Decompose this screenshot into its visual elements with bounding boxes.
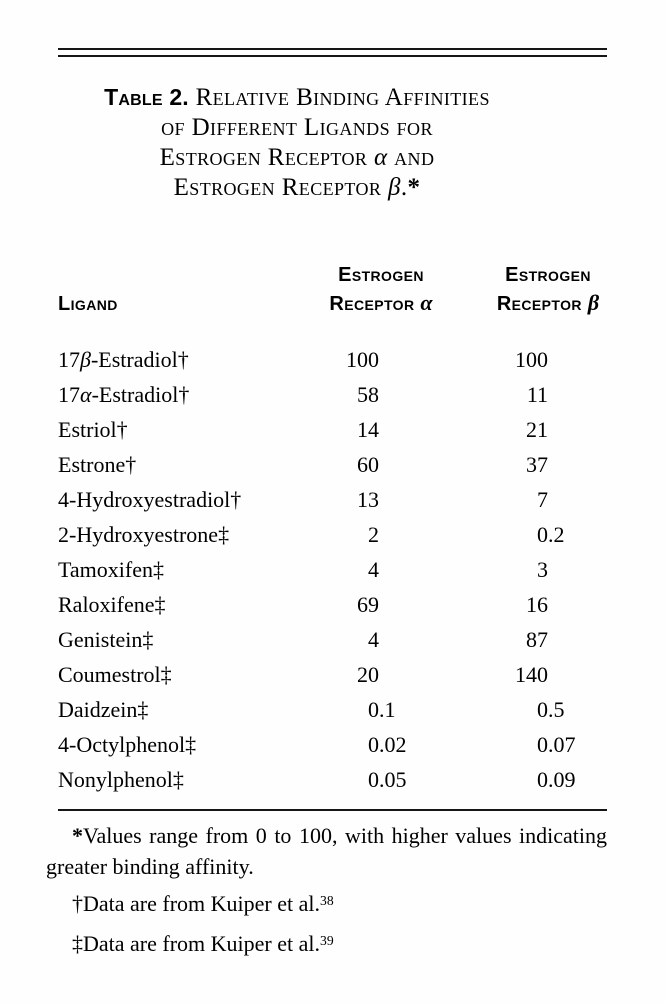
column-tail-space [598, 552, 607, 587]
table-row [58, 342, 607, 377]
footnote-marker-dagger: † [72, 891, 83, 916]
greek-alpha: α [373, 144, 388, 171]
column-gap [431, 517, 458, 552]
header-er-alpha-line-1: Estrogen [338, 264, 424, 286]
footnote-marker-double-dagger: ‡ [72, 931, 83, 956]
column-gap [431, 447, 458, 482]
ligand-name: 17α-Estradiol† [58, 382, 190, 407]
ligand-name: 17β-Estradiol† [58, 347, 189, 372]
footnote-dagger [46, 888, 607, 922]
er-beta-value: 37 [526, 452, 548, 477]
ligand-name: 4-Octylphenol‡ [58, 732, 197, 757]
ligand-name: Estrone† [58, 452, 137, 477]
column-gap [431, 552, 458, 587]
header-er-alpha-line-2: Receptor α [329, 290, 433, 315]
er-alpha-value: 0 .02 [368, 732, 407, 757]
table-row [58, 762, 607, 797]
column-tail-space [598, 692, 607, 727]
table-row [58, 552, 607, 587]
er-beta-value: 21 [526, 417, 548, 442]
table-title [58, 82, 536, 203]
er-beta-value: 0 .2 [537, 522, 565, 547]
er-beta-value: 0 .07 [537, 732, 576, 757]
column-gap [431, 692, 458, 727]
greek-letter: β [80, 347, 91, 372]
ligand-name: Estriol† [58, 417, 128, 442]
column-tail-space [598, 587, 607, 622]
reference-number-superscript: 39 [320, 932, 334, 948]
er-beta-value: 11 [526, 382, 548, 407]
title-line-1 [58, 82, 536, 113]
column-gap [431, 727, 458, 762]
column-gap [431, 587, 458, 622]
column-gap [431, 762, 458, 797]
er-alpha-value: 60 [357, 452, 379, 477]
footnote-text: Data are from Kuiper et al. [83, 891, 320, 916]
table-row [58, 517, 607, 552]
column-tail-space [598, 342, 607, 377]
table-row [58, 482, 607, 517]
er-alpha-value: 0 .1 [368, 697, 396, 722]
table-row [58, 622, 607, 657]
column-gap [431, 377, 458, 412]
table-row [58, 692, 607, 727]
top-double-rule-line-1 [58, 48, 607, 50]
column-gap [431, 482, 458, 517]
table-header-row [58, 262, 607, 318]
column-tail-space [598, 447, 607, 482]
column-gap [431, 342, 458, 377]
table-row [58, 657, 607, 692]
ligand-name: Raloxifene‡ [58, 592, 166, 617]
footnotes [46, 820, 607, 962]
er-alpha-value: 20 [357, 662, 379, 687]
table-body [58, 342, 607, 797]
er-beta-value: 100 [515, 347, 548, 372]
er-alpha-value: 4 [368, 627, 379, 652]
er-alpha-value: 100 [346, 347, 379, 372]
column-tail-space [598, 727, 607, 762]
er-beta-value: 0 .09 [537, 767, 576, 792]
er-alpha-value: 58 [357, 382, 379, 407]
greek-beta: β [387, 174, 401, 201]
title-line-2: of Different Ligands for [161, 114, 433, 141]
er-alpha-value: 14 [357, 417, 379, 442]
ligand-name: 2-Hydroxyestrone‡ [58, 522, 230, 547]
column-tail-space [598, 657, 607, 692]
column-tail-space [598, 412, 607, 447]
ligand-name: Daidzein‡ [58, 697, 149, 722]
table-row [58, 447, 607, 482]
table-number-label: Table 2. [104, 84, 189, 110]
ligand-name: Coumestrol‡ [58, 662, 172, 687]
er-alpha-value: 0 .05 [368, 767, 407, 792]
column-tail-space [598, 622, 607, 657]
column-tail-space [598, 377, 607, 412]
title-line-3: Estrogen Receptor α and [159, 144, 435, 171]
column-gap [431, 412, 458, 447]
ligand-name: Nonylphenol‡ [58, 767, 184, 792]
footnote-marker-asterisk: * [72, 823, 83, 848]
er-beta-value: 140 [515, 662, 548, 687]
ligand-name: 4-Hydroxyestradiol† [58, 487, 242, 512]
footnote-text: Values range from 0 to 100, with higher values indicating greater binding affinity. [46, 823, 607, 879]
table-row [58, 412, 607, 447]
header-er-beta-line-1: Estrogen [505, 264, 591, 286]
greek-alpha: α [420, 290, 433, 315]
column-header-er-alpha [291, 262, 431, 318]
title-line-4: Estrogen Receptor β.* [173, 174, 421, 201]
ligand-name: Tamoxifen‡ [58, 557, 164, 582]
column-gap [431, 622, 458, 657]
header-er-beta-line-2: Receptor β [496, 290, 600, 315]
er-beta-value: 3 [537, 557, 548, 582]
table-row [58, 377, 607, 412]
greek-beta: β [587, 290, 600, 315]
er-beta-value: 16 [526, 592, 548, 617]
er-beta-value: 7 [537, 487, 548, 512]
er-alpha-value: 69 [357, 592, 379, 617]
column-gap [431, 657, 458, 692]
er-beta-value: 0 .5 [537, 697, 565, 722]
footnote-text: Data are from Kuiper et al. [83, 931, 320, 956]
er-beta-value: 87 [526, 627, 548, 652]
footnote-values-range [46, 820, 607, 882]
column-tail-space [598, 482, 607, 517]
er-alpha-value: 2 [368, 522, 379, 547]
column-tail-space [598, 762, 607, 797]
column-header-ligand: Ligand [58, 293, 118, 315]
bottom-rule [58, 809, 607, 811]
footnote-marker-asterisk: * [407, 174, 421, 201]
er-alpha-value: 13 [357, 487, 379, 512]
top-double-rule-line-2 [58, 55, 607, 57]
greek-letter: α [80, 382, 92, 407]
title-text: Relative Binding Affinities [195, 84, 490, 111]
reference-number-superscript: 38 [320, 892, 334, 908]
table-row [58, 727, 607, 762]
table-row [58, 587, 607, 622]
ligand-name: Genistein‡ [58, 627, 154, 652]
er-alpha-value: 4 [368, 557, 379, 582]
column-header-er-beta [458, 262, 598, 318]
column-tail-space [598, 517, 607, 552]
footnote-double-dagger [46, 928, 607, 962]
